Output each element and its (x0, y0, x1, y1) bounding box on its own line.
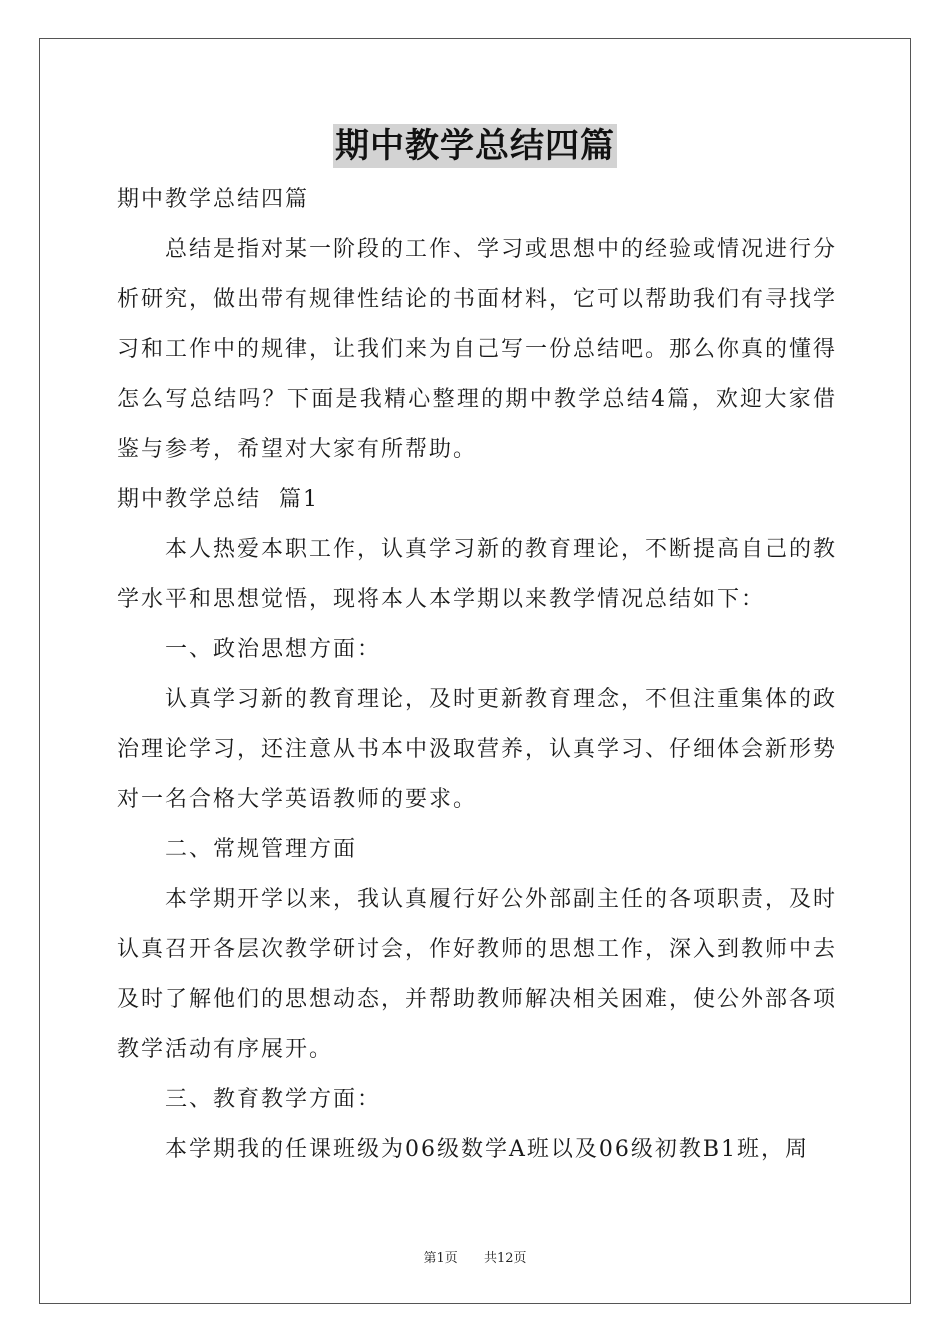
paragraph: 期中教学总结四篇 (117, 187, 310, 212)
paragraph: 本人热爱本职工作，认真学习新的教育理论，不断提高自己的教学水平和思想觉悟，现将本人本学期以来教学情况总结如下： (117, 537, 838, 612)
section-heading: 期中教学总结 篇1 (117, 487, 319, 512)
subsection-heading: 二、常规管理方面 (165, 837, 358, 862)
subsection-heading: 三、教育教学方面： (165, 1087, 382, 1112)
document-title: 期中教学总结四篇 (335, 126, 615, 166)
subsection-heading: 一、政治思想方面： (165, 637, 382, 662)
paragraph: 认真学习新的教育理论，及时更新教育理念，不但注重集体的政治理论学习，还注意从书本中汲取营养，认真学习、仔细体会新形势对一名合格大学英语教师的要求。 (117, 687, 838, 812)
page-total: 共12页 (484, 1251, 527, 1266)
paragraph: 本学期开学以来，我认真履行好公外部副主任的各项职责，及时认真召开各层次教学研讨会，作好教师的思想工作，深入到教师中去及时了解他们的思想动态，并帮助教师解决相关困难，使公外部各项教学活动有序展开。 (117, 887, 838, 1062)
paragraph: 本学期我的任课班级为06级数学A班以及06级初教B1班，周 (165, 1137, 810, 1162)
paragraph: 总结是指对某一阶段的工作、学习或思想中的经验或情况进行分析研究，做出带有规律性结论的书面材料，它可以帮助我们有寻找学习和工作中的规律，让我们来为自己写一份总结吧。那么你真的懂得怎么写总结吗？下面是我精心整理的期中教学总结4篇，欢迎大家借鉴与参考，希望对大家有所帮助。 (117, 237, 838, 462)
title-container (0, 124, 950, 168)
document-body (117, 175, 837, 1175)
page-number: 第1页 (423, 1251, 458, 1266)
page-footer (0, 1247, 950, 1266)
